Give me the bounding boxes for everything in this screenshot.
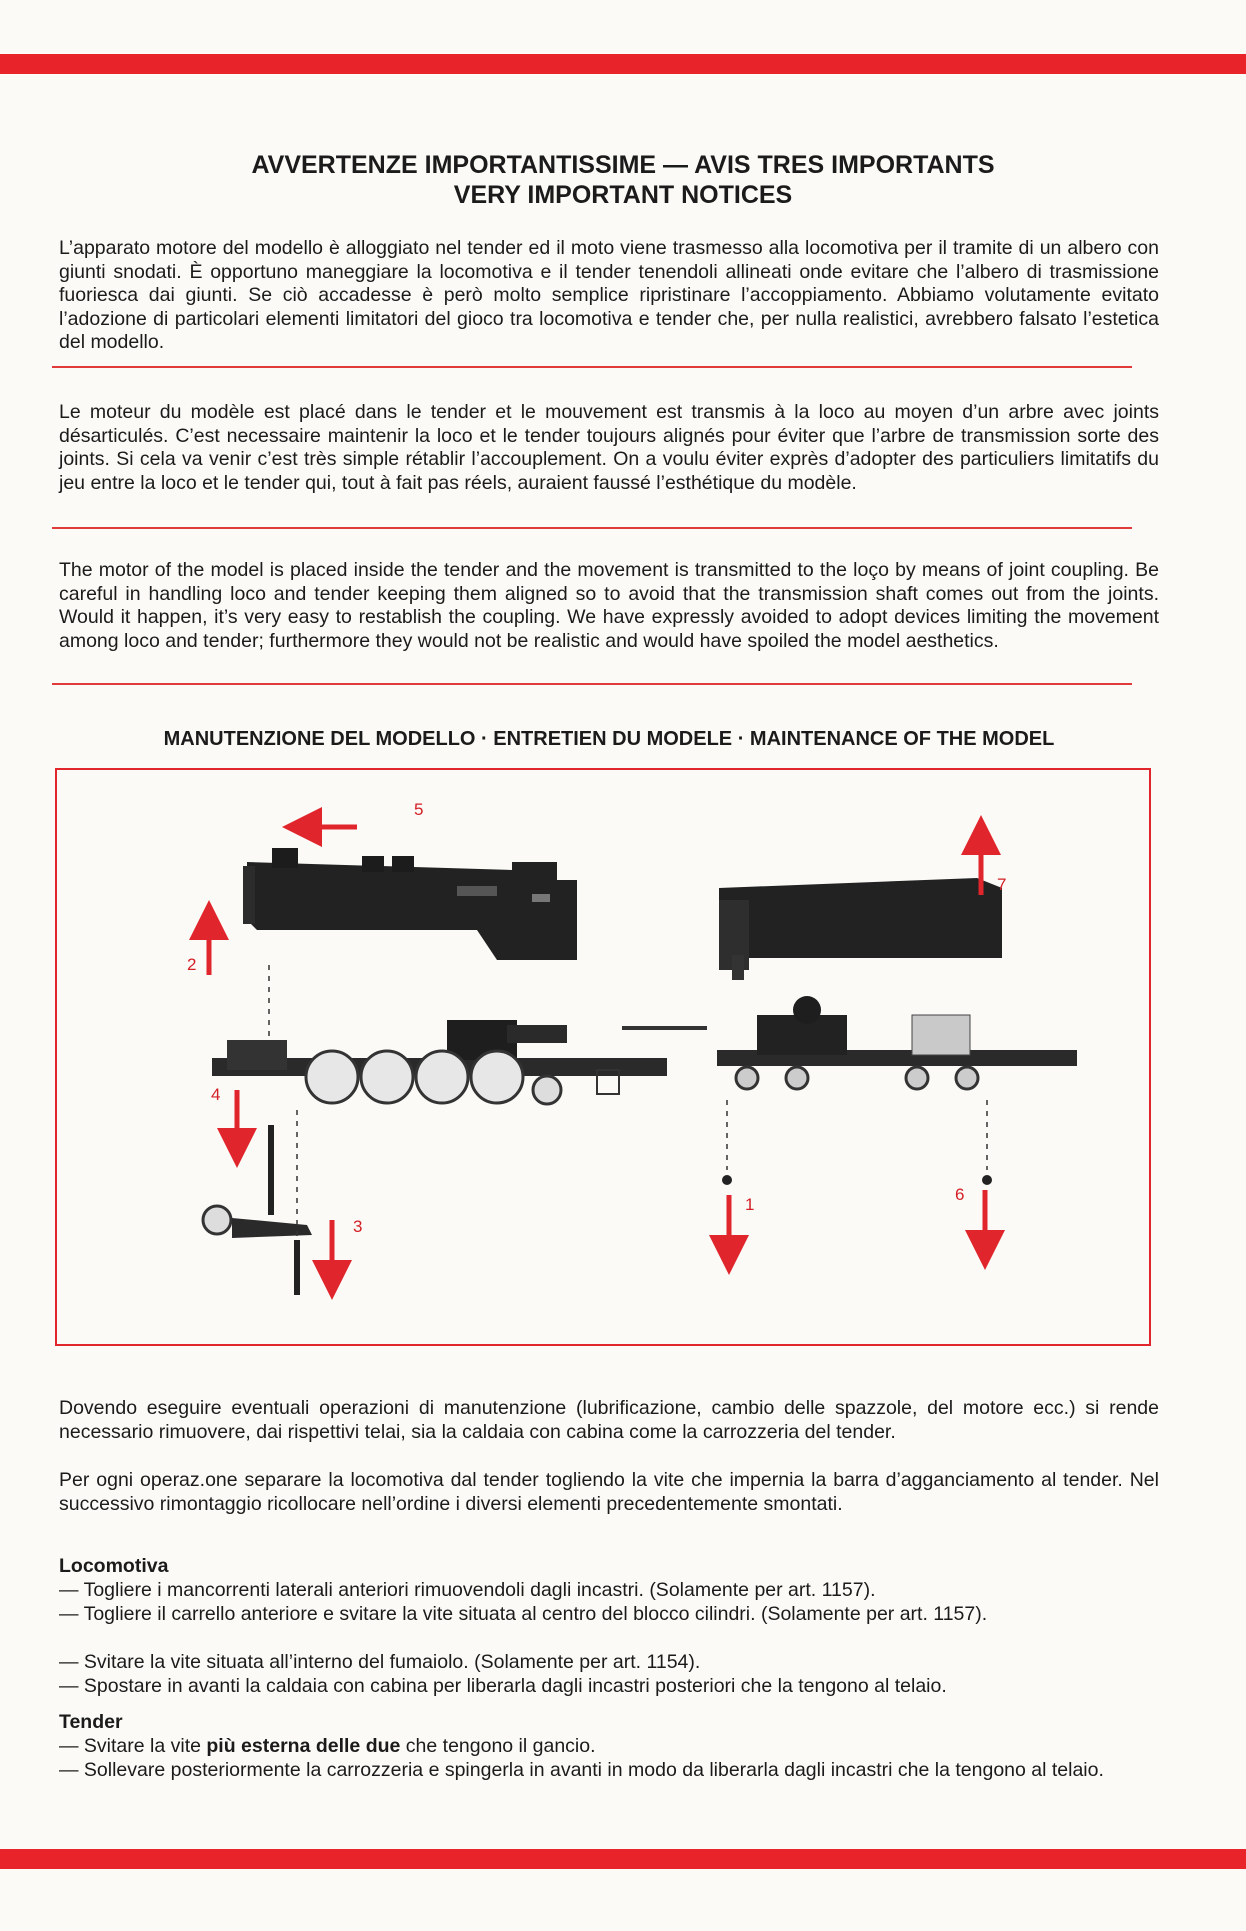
step-label-4: 4 [211, 1085, 221, 1104]
page-title [0, 150, 1246, 210]
step-label-5: 5 [414, 800, 424, 819]
loco-step-4: — Spostare in avanti la caldaia con cabina per liberarla dagli incastri posteriori che la tengono al telaio. [59, 1675, 947, 1697]
tender-step-1-pre: — Svitare la vite [59, 1735, 207, 1757]
step-label-6: 6 [955, 1185, 965, 1204]
tender-step-1-bold: più esterna delle due [206, 1735, 401, 1757]
disassembly-illustration [57, 770, 1149, 1344]
screw [722, 1175, 732, 1185]
tender-step-2: — Sollevare posteriormente la carrozzeria e spingerla in avanti in modo da liberarla dagli incastri che la tengono al telaio. [59, 1759, 1104, 1781]
tender-heading: Tender [59, 1711, 123, 1733]
step-label-2: 2 [187, 955, 197, 974]
step-label-3: 3 [353, 1217, 363, 1236]
title-line-1: AVVERTENZE IMPORTANTISSIME — AVIS TRES IMPORTANTS [251, 151, 995, 179]
loco-boiler-cab [243, 848, 577, 960]
maintenance-heading: MANUTENZIONE DEL MODELLO · ENTRETIEN DU MODELE · MAINTENANCE OF THE MODEL [163, 728, 1055, 750]
front-truck [203, 1206, 312, 1238]
notice-french: Le moteur du modèle est placé dans le tender et le mouvement est transmis à la loco au moyen d’un arbre avec joints désarticulés. C’est necessaire maintenir la loco et le tender toujours alignés pour éviter que l’arbre de transmission sorte des joints. Si cela va venir c’est très simple rétablir l’accouplement. On a voulu éviter exprès d’adopter des particuliers limitatifs du jeu entre la loco et le tender qui, tout à fait pas réels, auraient faussé l’esthétique du modèle. [59, 401, 1159, 494]
loco-chassis [212, 1020, 667, 1104]
guide-lines [269, 965, 987, 1240]
tender-step-1 [59, 1734, 1159, 1758]
tender-step-1-post: che tengono il gancio. [400, 1735, 596, 1757]
loco-step-3: — Svitare la vite situata all’interno del fumaiolo. (Solamente per art. 1154). [59, 1651, 701, 1673]
top-red-band [0, 54, 1246, 74]
title-line-2: VERY IMPORTANT NOTICES [453, 181, 793, 209]
maintenance-diagram [55, 768, 1151, 1346]
step-label-1: 1 [745, 1195, 755, 1214]
instructions-intro-2: Per ogni operaz.one separare la locomotiva dal tender togliendo la vite che impernia la barra d’agganciamento al tender. Nel successivo rimontaggio ricollocare nell’ordine i diversi elementi precedentemente smontati. [59, 1469, 1159, 1515]
bottom-red-band [0, 1849, 1246, 1869]
notice-italian: L’apparato motore del modello è alloggiato nel tender ed il moto viene trasmesso alla locomotiva per il tramite di un albero con giunti snodati. È opportuno maneggiare la locomotiva e il tender tenendoli allineati onde evitare che l’albero di trasmissione fuoriesca dai giunti. Se ciò accadesse è però molto semplice ripristinare l’accoppiamento. Abbiamo volutamente evitato l’adozione di particolari elementi limitatori del gioco tra locomotiva e tender che, per nulla realistici, avrebbero falsato l’estetica del modello. [59, 237, 1159, 353]
screw [268, 1125, 274, 1215]
locomotiva-heading: Locomotiva [59, 1555, 169, 1577]
loco-step-1: — Togliere i mancorrenti laterali anteriori rimuovendoli dagli incastri. (Solamente per art. 1157). [59, 1579, 876, 1601]
tender-body [719, 878, 1002, 980]
screw [982, 1175, 992, 1185]
screw [294, 1240, 300, 1295]
loco-step-2: — Togliere il carrello anteriore e svitare la vite situata al centro del blocco cilindri. (Solamente per art. 1157). [59, 1603, 988, 1625]
step-label-7: 7 [997, 875, 1007, 894]
notice-english: The motor of the model is placed inside the tender and the movement is transmitted to the loço by means of joint coupling. Be careful in handling loco and tender keeping them aligned so to avoid that the transmission shaft comes out from the joints. Would it happen, it’s very easy to restablish the coupling. We have expressly avoided to adopt devices limiting the movement among loco and tender; furthermore they would not be realistic and would have spoiled the model aesthetics. [59, 559, 1159, 652]
divider-rule [52, 683, 1132, 685]
divider-rule [52, 527, 1132, 529]
tender-chassis [717, 996, 1077, 1089]
divider-rule [52, 366, 1132, 368]
instructions-intro-1: Dovendo eseguire eventuali operazioni di manutenzione (lubrificazione, cambio delle spazzole, del motore ecc.) si rende necessario rimuovere, dai rispettivi telai, sia la caldaia con cabina come la carrozzeria del tender. [59, 1397, 1159, 1443]
